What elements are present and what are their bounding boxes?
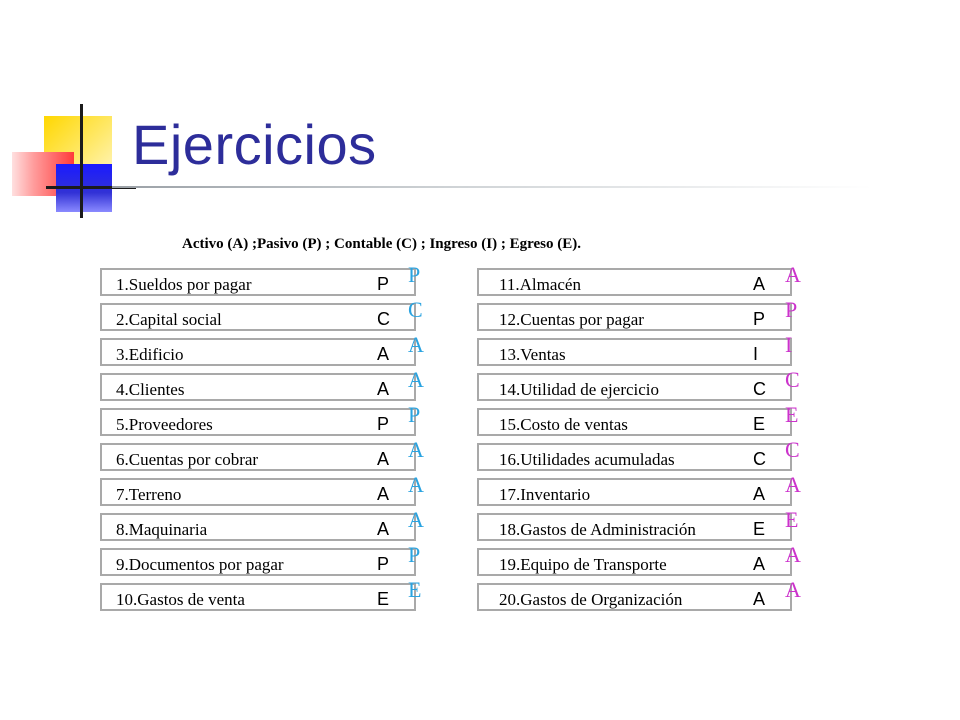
answer-letter: A: [377, 519, 390, 539]
account-name-box: [477, 583, 738, 611]
account-name-box: [477, 338, 738, 366]
correction-letter: A: [785, 577, 801, 602]
answer-box: [736, 373, 792, 401]
account-name: 2.Capital social: [116, 310, 222, 329]
account-name: 4.Clientes: [116, 380, 185, 399]
answer-box: [736, 303, 792, 331]
correction-letter: P: [408, 262, 421, 287]
account-name-box: [477, 303, 738, 331]
account-name: 7.Terreno: [116, 485, 182, 504]
account-name-box: [100, 478, 362, 506]
answer-letter: A: [377, 484, 390, 504]
account-name-box: [100, 303, 362, 331]
legend-text: Activo (A) ;Pasivo (P) ; Contable (C) ; Ingreso (I) ; Egreso (E).: [182, 236, 581, 252]
account-name-box: [477, 548, 738, 576]
correction-letter: A: [408, 472, 424, 497]
account-name: 19.Equipo de Transporte: [499, 555, 667, 574]
answer-letter: A: [377, 379, 390, 399]
correction-letter: P: [408, 402, 421, 427]
answer-letter: E: [377, 589, 390, 609]
answer-letter: A: [377, 344, 390, 364]
account-name-box: [100, 373, 362, 401]
correction-letter: E: [785, 507, 799, 532]
account-name: 13.Ventas: [499, 345, 566, 364]
account-name: 18.Gastos de Administración: [499, 520, 696, 539]
account-name-box: [100, 548, 362, 576]
correction-letter: A: [408, 507, 424, 532]
answer-box: [736, 408, 792, 436]
correction-letter: C: [785, 437, 800, 462]
correction-letter: A: [408, 437, 424, 462]
account-name-box: [100, 583, 362, 611]
answer-letter: P: [377, 274, 390, 294]
correction-letter: A: [785, 542, 801, 567]
correction-letter: A: [408, 367, 424, 392]
answer-letter: I: [753, 344, 759, 364]
account-name-box: [477, 268, 738, 296]
answer-letter: E: [753, 414, 766, 434]
answer-letter: A: [753, 554, 766, 574]
correction-letter: P: [785, 297, 798, 322]
correction-letter: A: [785, 262, 801, 287]
account-name: 11.Almacén: [499, 275, 581, 294]
title-underline: [112, 186, 872, 188]
account-name-box: [100, 338, 362, 366]
answer-letter: A: [753, 484, 766, 504]
account-name: 1.Sueldos por pagar: [116, 275, 252, 294]
slide-title: Ejercicios: [132, 113, 377, 176]
account-name-box: [477, 478, 738, 506]
answer-letter: C: [753, 379, 766, 399]
account-name: 16.Utilidades acumuladas: [499, 450, 675, 469]
account-name-box: [477, 513, 738, 541]
correction-letter: C: [408, 297, 423, 322]
account-name-box: [477, 373, 738, 401]
answer-box: [736, 583, 792, 611]
account-name: 14.Utilidad de ejercicio: [499, 380, 660, 399]
account-name-box: [477, 408, 738, 436]
account-name-box: [477, 443, 738, 471]
correction-letter: E: [785, 402, 799, 427]
correction-letter: A: [408, 332, 424, 357]
answer-letter: P: [753, 309, 766, 329]
answer-letter: P: [377, 414, 390, 434]
answer-box: [736, 268, 792, 296]
answer-letter: C: [377, 309, 390, 329]
account-name: 9.Documentos por pagar: [116, 555, 284, 574]
account-name: 5.Proveedores: [116, 415, 213, 434]
answer-box: [736, 478, 792, 506]
answer-box: [736, 443, 792, 471]
answer-box: [736, 548, 792, 576]
account-name-box: [100, 513, 362, 541]
correction-letter: C: [785, 367, 800, 392]
account-name: 10.Gastos de venta: [116, 590, 245, 609]
answer-letter: A: [377, 449, 390, 469]
correction-letter: I: [785, 332, 793, 357]
slide-ornament: [0, 0, 140, 230]
account-name-box: [100, 408, 362, 436]
ornament-vertical-line: [80, 104, 83, 218]
account-name: 15.Costo de ventas: [499, 415, 628, 434]
account-name: 20.Gastos de Organización: [499, 590, 683, 609]
answer-letter: E: [753, 519, 766, 539]
account-name: 6.Cuentas por cobrar: [116, 450, 259, 469]
account-name-box: [100, 268, 362, 296]
answer-letter: A: [753, 274, 766, 294]
correction-letter: E: [408, 577, 422, 602]
answer-box: [736, 338, 792, 366]
answer-box: [736, 513, 792, 541]
account-name: 12.Cuentas por pagar: [499, 310, 644, 329]
answer-letter: A: [753, 589, 766, 609]
answer-letter: C: [753, 449, 766, 469]
answer-letter: P: [377, 554, 390, 574]
account-name: 17.Inventario: [499, 485, 591, 504]
correction-letter: A: [785, 472, 801, 497]
correction-letter: P: [408, 542, 421, 567]
account-name-box: [100, 443, 362, 471]
account-name: 8.Maquinaria: [116, 520, 208, 539]
account-name: 3.Edificio: [116, 345, 184, 364]
